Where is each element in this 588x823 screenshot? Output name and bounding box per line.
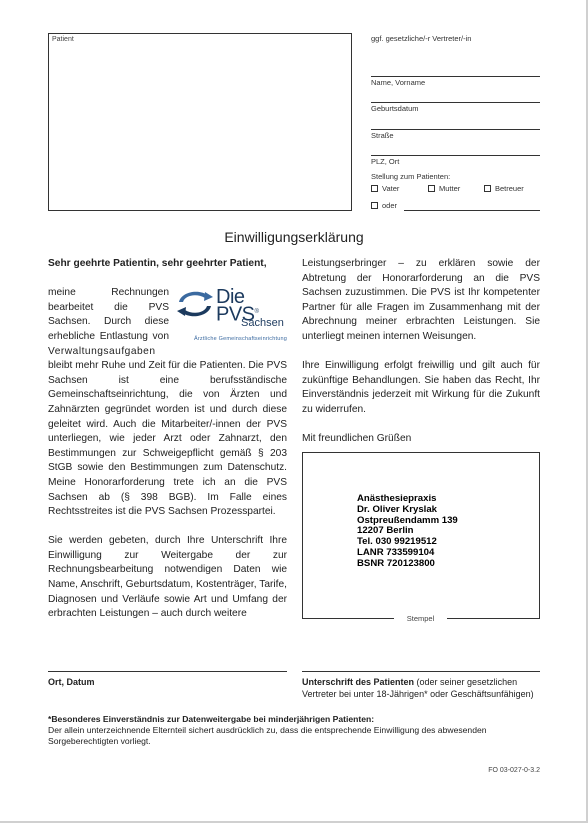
- patient-signature-field[interactable]: [302, 671, 540, 672]
- other-relation-field[interactable]: [404, 210, 540, 211]
- practice-stamp: Anästhesiepraxis Dr. Oliver Kryslak Ostpreußendamm 139 12207 Berlin Tel. 030 99219512 LANR 733599104 BSNR 720123800: [357, 493, 458, 569]
- paragraph-2-continued: Leistungserbringer – zu erklären sowie der Abtretung der Honorarforderung an die PVS Sachsen zuzustimmen. Die PVS ist Ihr kompetenter Partner für alle Fragen im Zusammenhang mit der Abrechnung meiner erbrachten Leistungen. Sie unterliegt meinen internen Weisungen.: [302, 258, 540, 342]
- footnote-heading: *Besonderes Einverständnis zur Datenweitergabe bei minderjährigen Patienten:: [48, 714, 375, 724]
- checkbox-icon[interactable]: [484, 185, 491, 192]
- paragraph-1: Die PVS® Sachsen Ärztliche Gemeinschaftseinrichtung meine Rechnungen bearbeitet die PVS Sachsen. Durch diese erhebliche Entlastung von Verwaltungsaufgaben bleibt mehr Ruhe und Zeit für die Patienten. Die PVS Sachsen ist eine berufsständische Gemeinschaftseinrichtung, die von Ärzten und Zahnärzten gegründet worden ist und durch diese geleitet wird. Auch die Mitarbeiter/-innen der PVS unterliegen, wie jeder Arzt oder Zahnarzt, den Bestimmungen zur Schweigepflicht gemäß § 203 StGB sowie den Bestimmungen zum Datenschutz. Meine Honorarforderung trete ich an die PVS Sachsen ab (§ 398 BGB). Im Falle eines Rechtsstreites ist die PVS Sachsen Prozesspartei.: [48, 286, 287, 518]
- stamp-box-bottom-left: [302, 618, 394, 619]
- greeting: Sehr geehrte Patientin, sehr geehrter Patient,: [48, 258, 267, 269]
- checkbox-guardian[interactable]: Betreuer: [484, 184, 524, 193]
- pvs-logo: [175, 288, 287, 352]
- birthdate-field[interactable]: Geburtsdatum: [371, 102, 540, 113]
- footnote: [48, 714, 548, 747]
- checkbox-other[interactable]: oder: [371, 201, 397, 210]
- right-column: [302, 257, 540, 461]
- logo-region: Sachsen: [241, 317, 284, 330]
- pvs-swirl-icon: [175, 288, 215, 322]
- closing: Mit freundlichen Grüßen: [302, 433, 412, 445]
- representative-title: ggf. gesetzliche/-r Vertreter/-in: [371, 34, 472, 43]
- name-field[interactable]: Name, Vorname: [371, 76, 540, 87]
- logo-tagline: Ärztliche Gemeinschaftseinrichtung: [193, 336, 287, 343]
- stamp-box-bottom-right: [447, 618, 540, 619]
- form-code: FO 03-027-0-3.2: [488, 767, 540, 774]
- logo-name: Die PVS®: [216, 286, 259, 326]
- relation-label: Stellung zum Patienten:: [371, 172, 451, 181]
- paragraph-2: Sie werden gebeten, durch Ihre Unterschrift Ihre Einwilligung zur Weitergabe der zur Rechnungsbearbeitung notwendigen Daten wie Name, Anschrift, Geburtsdatum, Kostenträger, Tarife, Diagnosen und Verläufe sowie Art und Umfang der erbrachten Leistungen – auch durch weitere: [48, 535, 287, 620]
- left-column: [48, 257, 287, 636]
- checkbox-icon[interactable]: [428, 185, 435, 192]
- place-date-label: Ort, Datum: [48, 677, 95, 687]
- place-date-field[interactable]: [48, 671, 287, 672]
- footnote-text: Der allein unterzeichnende Elternteil sichert ausdrücklich zu, dass die entsprechende Einwilligung des abwesenden Sorgeberechtigten vorliegt.: [48, 725, 487, 746]
- checkbox-mother[interactable]: Mutter: [428, 184, 460, 193]
- street-field[interactable]: Straße: [371, 129, 540, 140]
- patient-signature-label: Unterschrift des Patienten (oder seiner gesetzlichen Vertreter bei unter 18-Jährigen* oder Geschäftsunfähigen): [302, 677, 534, 699]
- checkbox-icon[interactable]: [371, 185, 378, 192]
- checkbox-icon[interactable]: [371, 202, 378, 209]
- patient-field-box[interactable]: [48, 33, 352, 211]
- stamp-label: Stempel: [406, 614, 435, 623]
- paragraph-3: Ihre Einwilligung erfolgt freiwillig und gilt auch für zukünftige Behandlungen. Sie haben das Recht, Ihr Einverständnis jederzeit mit Wirkung für die Zukunft zu widerrufen.: [302, 360, 540, 415]
- city-field[interactable]: PLZ, Ort: [371, 155, 540, 166]
- document-title: Einwilligungserklärung: [224, 229, 364, 245]
- patient-label: Patient: [52, 36, 74, 43]
- checkbox-father[interactable]: Vater: [371, 184, 399, 193]
